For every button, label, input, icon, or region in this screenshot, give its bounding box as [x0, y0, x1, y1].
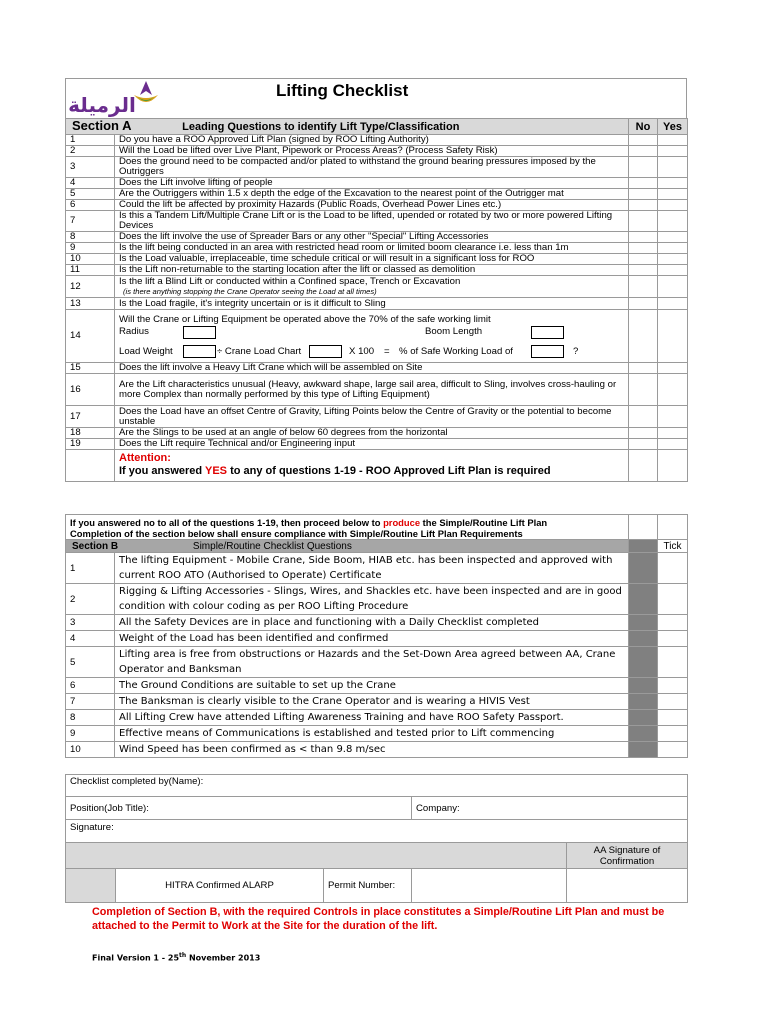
version-label: Final Version 1 - 25th November 2013: [92, 952, 261, 963]
question-text: Will the Load be lifted over Live Plant, Pipework or Process Areas? (Process Safety Risk): [119, 145, 498, 156]
crane-chart-field[interactable]: [309, 345, 342, 358]
section-b-label: Section B: [72, 540, 119, 552]
question-number: 17: [66, 406, 115, 428]
question-row-17: [66, 406, 688, 428]
answer-no-cell[interactable]: [629, 428, 658, 439]
answer-no-cell[interactable]: [629, 200, 658, 211]
completion-table: [65, 774, 688, 903]
question-number: 7: [66, 694, 115, 710]
signature-field[interactable]: [66, 820, 688, 843]
answer-yes-cell[interactable]: [658, 276, 688, 298]
answer-no-cell[interactable]: [629, 363, 658, 374]
answer-yes-cell[interactable]: [658, 135, 688, 146]
question-number: 11: [66, 265, 115, 276]
question-text: Are the Slings to be used at an angle of below 60 degrees from the horizontal: [119, 427, 448, 438]
section-b-header: [66, 540, 688, 553]
answer-yes-cell[interactable]: [658, 265, 688, 276]
question-text: Is the Load valuable, irreplaceable, time schedule critical or will result in a significant loss for ROO: [119, 253, 535, 264]
question-text: Are the Lift characteristics unusual (Heavy, awkward shape, large sail area, difficult to Sling, involves cross-hauling or more Complex than normally performed by this type of Lifting Equipment): [119, 378, 617, 400]
question-text: Does the ground need to be compacted and/or plated to withstand the ground bearing pressures imposed by the Outriggers: [119, 156, 596, 177]
checklist-row-3: [66, 615, 688, 631]
question-row-18: [66, 428, 688, 439]
section-a-header: [66, 119, 688, 135]
question-number: 12: [66, 276, 115, 298]
permit-label: Permit Number:: [324, 869, 412, 903]
pct-safe-label: % of Safe Working Load of: [399, 346, 513, 357]
logo-text: الرميلة: [68, 93, 136, 117]
question-number: 3: [66, 615, 115, 631]
question-number: 1: [66, 135, 115, 146]
aa-signature-field[interactable]: [567, 869, 688, 903]
checklist-text: Effective means of Communications is established and tested prior to Lift commencing: [115, 726, 629, 742]
position-field[interactable]: [66, 797, 412, 820]
checklist-row-1: [66, 553, 688, 584]
answer-yes-cell[interactable]: [658, 211, 688, 232]
question-row-19: [66, 439, 688, 450]
answer-no-cell[interactable]: [629, 135, 658, 146]
question-number: 14: [66, 310, 115, 363]
section-b-heading: Simple/Routine Checklist Questions: [192, 540, 352, 552]
question-text: Does the lift involve a Heavy Lift Crane which will be assembled on Site: [119, 362, 423, 373]
checklist-row-9: [66, 726, 688, 742]
question-text: Does the Lift involve lifting of people: [119, 177, 273, 188]
answer-no-cell[interactable]: [629, 265, 658, 276]
load-weight-field[interactable]: [183, 345, 216, 358]
question-text: Are the Outriggers within 1.5 x depth the edge of the Excavation to the nearest point of the Outrigger mat: [119, 188, 564, 199]
attention-row: [66, 450, 688, 482]
tick-cell[interactable]: [658, 584, 688, 615]
question-text: Could the lift be affected by proximity Hazards (Public Roads, Overhead Power Lines etc.): [119, 199, 502, 210]
question-number: 16: [66, 374, 115, 406]
section-a-table: [65, 118, 688, 482]
answer-no-cell[interactable]: [629, 232, 658, 243]
crane-chart-label: ÷ Crane Load Chart: [217, 346, 302, 357]
attention-text: If you answered YES to any of questions 1-19 - ROO Approved Lift Plan is required: [119, 465, 551, 477]
section-a-heading: Leading Questions to identify Lift Type/Classification: [182, 120, 460, 133]
question-number: 2: [66, 146, 115, 157]
checklist-text: The Banksman is clearly visible to the Crane Operator and is wearing a HIVIS Vest: [115, 694, 629, 710]
question-row-6: [66, 200, 688, 211]
radius-label: Radius: [119, 326, 149, 337]
section-a-label: Section A: [72, 118, 132, 133]
answer-yes-cell[interactable]: [658, 200, 688, 211]
checklist-row-2: [66, 584, 688, 615]
checklist-text: All Lifting Crew have attended Lifting Awareness Training and have ROO Safety Passport.: [115, 710, 629, 726]
question-text: Do you have a ROO Approved Lift Plan (signed by ROO Lifting Authority): [119, 134, 429, 145]
question-note: (is there anything stopping the Crane Operator seeing the Load at all times): [123, 286, 377, 296]
col-tick-header: Tick: [658, 540, 688, 553]
question-number: 18: [66, 428, 115, 439]
tick-cell[interactable]: [658, 710, 688, 726]
question-row-16: [66, 374, 688, 406]
document-header: [65, 78, 687, 118]
tick-cell[interactable]: [658, 553, 688, 584]
question-number: 9: [66, 243, 115, 254]
answer-yes-cell[interactable]: [658, 232, 688, 243]
question-row-7: [66, 211, 688, 232]
section-b-intro: [66, 515, 688, 540]
question-number: 3: [66, 157, 115, 178]
question-row-8: [66, 232, 688, 243]
answer-no-cell[interactable]: [629, 146, 658, 157]
answer-yes-cell[interactable]: [658, 189, 688, 200]
answer-yes-cell[interactable]: [658, 178, 688, 189]
checklist-row-7: [66, 694, 688, 710]
tick-cell[interactable]: [658, 742, 688, 758]
checklist-text: Rigging & Lifting Accessories - Slings, Wires, and Shackles etc. have been inspected and are in good condition with colour coding as per ROO Lifting Procedure: [115, 584, 629, 615]
checklist-text: Wind Speed has been confirmed as < than 9.8 m/sec: [115, 742, 629, 758]
question-text: Will the Crane or Lifting Equipment be operated above the 70% of the safe working limit: [119, 314, 491, 325]
answer-yes-cell[interactable]: [658, 406, 688, 428]
col-yes-header: Yes: [658, 119, 688, 135]
swl-field[interactable]: [531, 345, 564, 358]
question-number: 6: [66, 678, 115, 694]
answer-yes-cell[interactable]: [658, 146, 688, 157]
section-b-table: [65, 514, 688, 758]
answer-no-cell[interactable]: [629, 178, 658, 189]
question-number: 9: [66, 726, 115, 742]
question-number: 10: [66, 254, 115, 265]
aa-signature-label: AA Signature of Confirmation: [567, 843, 688, 869]
checklist-text: The lifting Equipment - Mobile Crane, Side Boom, HIAB etc. has been inspected and approved with current ROO ATO (Authorised to Operate) Certificate: [115, 553, 629, 584]
answer-yes-cell[interactable]: [658, 254, 688, 265]
question-number: 13: [66, 298, 115, 310]
answer-no-cell[interactable]: [629, 310, 658, 363]
question-row-11: [66, 265, 688, 276]
question-row-4: [66, 178, 688, 189]
answer-no-cell[interactable]: [629, 406, 658, 428]
answer-no-cell[interactable]: [629, 276, 658, 298]
question-row-1: [66, 135, 688, 146]
radius-field[interactable]: [183, 326, 216, 339]
question-number: 1: [66, 553, 115, 584]
tick-cell[interactable]: [658, 726, 688, 742]
footer-note: Completion of Section B, with the required Controls in place constitutes a Simple/Routine Lift Plan and must be attached to the Permit to Work at the Site for the duration of the lift.: [92, 906, 665, 932]
question-row-15: [66, 363, 688, 374]
answer-no-cell[interactable]: [629, 298, 658, 310]
question-number: 8: [66, 710, 115, 726]
checklist-text: Weight of the Load has been identified and confirmed: [115, 631, 629, 647]
checklist-row-6: [66, 678, 688, 694]
answer-yes-cell[interactable]: [658, 310, 688, 363]
question-row-13: [66, 298, 688, 310]
boom-length-label: Boom Length: [425, 326, 483, 337]
answer-no-cell[interactable]: [629, 243, 658, 254]
tick-cell[interactable]: [658, 631, 688, 647]
question-text: Is this a Tandem Lift/Multiple Crane Lift or is the Load to be lifted, upended or rotated by two or more powered Lifting Devices: [119, 210, 613, 231]
x100-label: X 100: [349, 346, 375, 357]
checklist-text: Lifting area is free from obstructions or Hazards and the Set-Down Area agreed between AA, Crane Operator and Banksman: [115, 647, 629, 678]
question-number: 7: [66, 211, 115, 232]
question-number: 19: [66, 439, 115, 450]
checklist-row-4: [66, 631, 688, 647]
answer-no-cell[interactable]: [629, 254, 658, 265]
rumaila-logo: [66, 79, 164, 119]
question-number: 15: [66, 363, 115, 374]
answer-yes-cell[interactable]: [658, 157, 688, 178]
attention-label: Attention:: [119, 452, 171, 464]
position-label: Position(Job Title):: [70, 802, 149, 814]
completed-by-field[interactable]: [66, 775, 688, 797]
question-row-12: [66, 276, 688, 298]
answer-yes-cell[interactable]: [658, 363, 688, 374]
question-number: 10: [66, 742, 115, 758]
checklist-row-8: [66, 710, 688, 726]
question-text: Is the lift a Blind Lift or conducted within a Confined space, Trench or Excavation: [119, 275, 461, 287]
answer-no-cell[interactable]: [629, 211, 658, 232]
company-field[interactable]: [412, 797, 688, 820]
qmark-label: ?: [573, 346, 579, 357]
question-text: Does the lift involve the use of Spreader Bars or any other "Special" Lifting Accessories: [119, 231, 489, 242]
question-number: 5: [66, 189, 115, 200]
boom-length-field[interactable]: [531, 326, 564, 339]
load-weight-label: Load Weight: [119, 346, 173, 357]
question-text: Does the Load have an offset Centre of Gravity, Lifting Points below the Centre of Gravity or the potential to become unstable: [119, 405, 612, 427]
permit-number-field[interactable]: [412, 869, 567, 903]
question-number: 4: [66, 178, 115, 189]
question-text: Is the Load fragile, it's integrity uncertain or is it difficult to Sling: [119, 297, 386, 309]
answer-yes-cell[interactable]: [658, 243, 688, 254]
checklist-row-10: [66, 742, 688, 758]
question-row-9: [66, 243, 688, 254]
page-title: Lifting Checklist: [276, 81, 409, 100]
tick-cell[interactable]: [658, 694, 688, 710]
question-number: 6: [66, 200, 115, 211]
question-row-3: [66, 157, 688, 178]
answer-yes-cell[interactable]: [658, 439, 688, 450]
intro-line-2: Completion of the section below shall ensure compliance with Simple/Routine Lift Plan Requirements: [70, 527, 523, 539]
checklist-text: All the Safety Devices are in place and functioning with a Daily Checklist completed: [115, 615, 629, 631]
answer-yes-cell[interactable]: [658, 298, 688, 310]
checklist-row-5: [66, 647, 688, 678]
checklist-text: The Ground Conditions are suitable to set up the Crane: [115, 678, 629, 694]
question-text: Is the lift being conducted in an area with restricted head room or limited boom clearance i.e. less than 1m: [119, 242, 569, 253]
company-label: Company:: [416, 802, 460, 814]
question-row-2: [66, 146, 688, 157]
question-row-14: [66, 310, 688, 363]
question-text: Does the Lift require Technical and/or Engineering input: [119, 438, 356, 449]
question-text: Is the Lift non-returnable to the starting location after the lift or classed as demolition: [119, 264, 476, 275]
hitra-label: HITRA Confirmed ALARP: [116, 869, 324, 903]
tick-cell[interactable]: [658, 615, 688, 631]
answer-no-cell[interactable]: [629, 157, 658, 178]
answer-no-cell[interactable]: [629, 439, 658, 450]
intro-line-1: If you answered no to all of the questions 1-19, then proceed below to produce the Simple/Routine Lift Plan: [70, 516, 548, 528]
col-no-header: No: [629, 119, 658, 135]
question-row-5: [66, 189, 688, 200]
answer-yes-cell[interactable]: [658, 374, 688, 406]
tick-cell[interactable]: [658, 647, 688, 678]
question-number: 8: [66, 232, 115, 243]
completed-by-label: Checklist completed by(Name):: [70, 776, 204, 787]
answer-no-cell[interactable]: [629, 189, 658, 200]
question-number: 5: [66, 647, 115, 678]
question-row-10: [66, 254, 688, 265]
signature-label: Signature:: [70, 822, 114, 833]
answer-yes-cell[interactable]: [658, 428, 688, 439]
equals-label: =: [384, 346, 390, 357]
tick-cell[interactable]: [658, 678, 688, 694]
question-number: 4: [66, 631, 115, 647]
answer-no-cell[interactable]: [629, 374, 658, 406]
question-number: 2: [66, 584, 115, 615]
